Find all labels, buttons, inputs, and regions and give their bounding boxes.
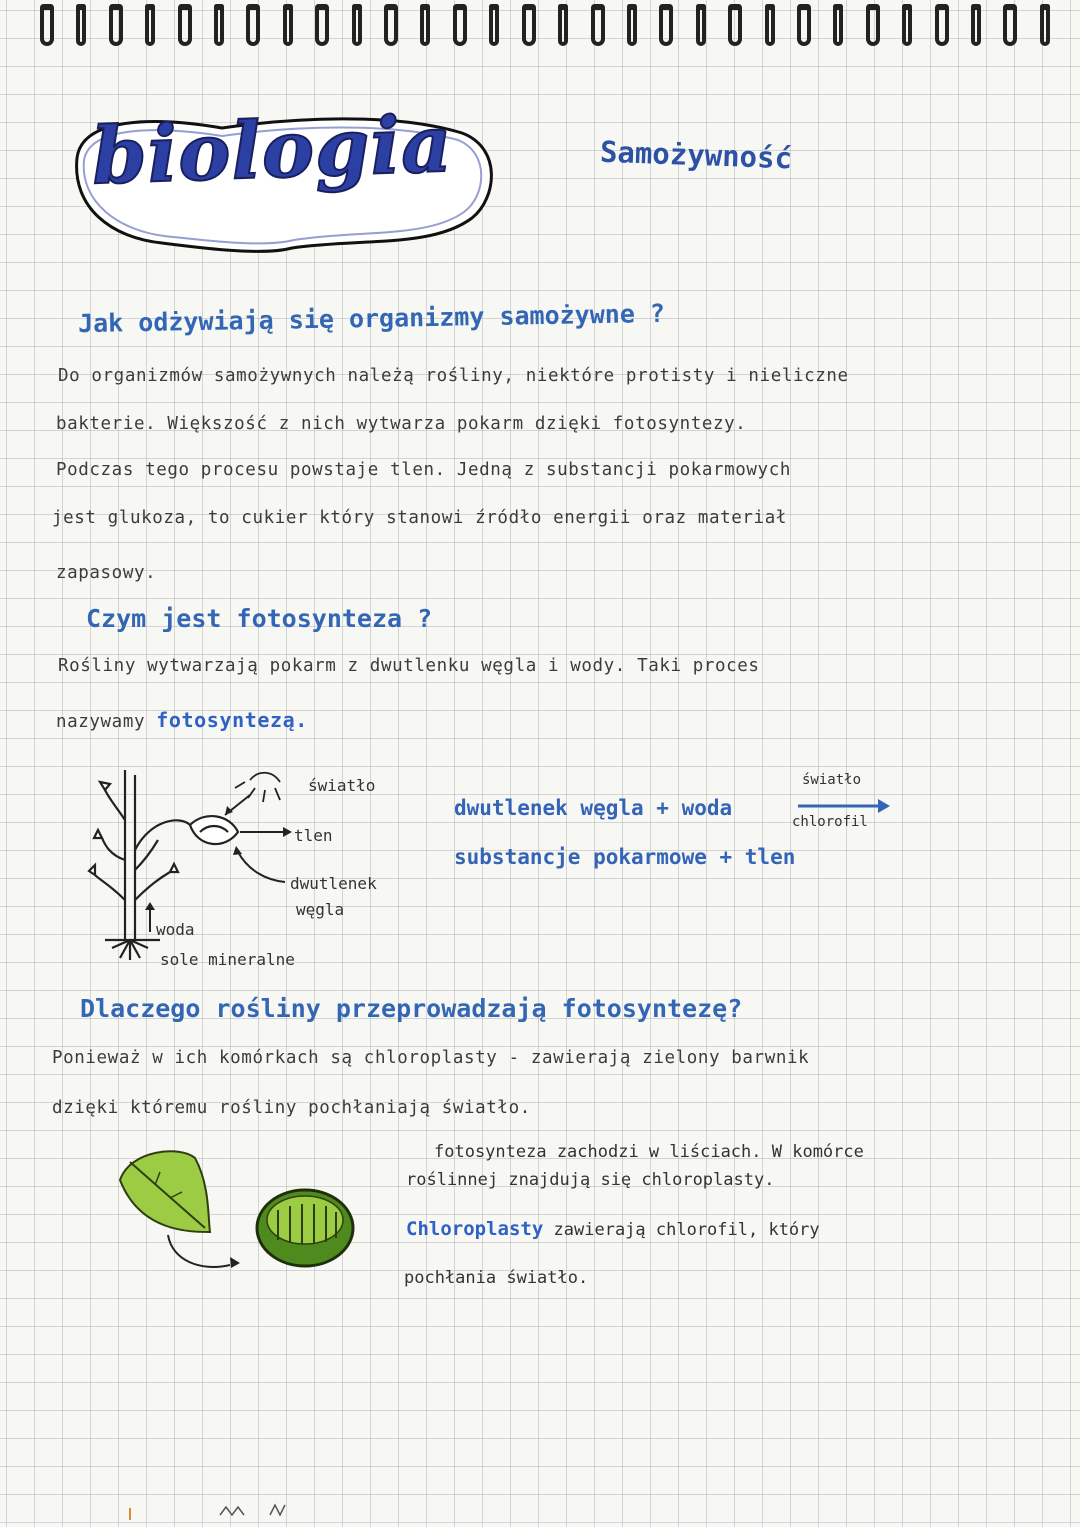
label-co2-line2: węgla xyxy=(296,900,345,919)
spiral-ring xyxy=(1003,4,1017,46)
spiral-ring xyxy=(145,4,155,46)
spiral-ring xyxy=(971,4,981,46)
section2-line-1: Rośliny wytwarzają pokarm z dwutlenku węgla i wody. Taki proces xyxy=(58,656,760,676)
photosynthesis-term: fotosyntezą. xyxy=(156,708,308,732)
spiral-ring xyxy=(178,4,192,46)
spiral-ring xyxy=(591,4,605,46)
spiral-ring xyxy=(109,4,123,46)
spiral-ring xyxy=(453,4,467,46)
co2-arrowhead xyxy=(233,846,242,855)
equation-below-arrow: chlorofil xyxy=(792,814,868,830)
spiral-ring xyxy=(797,4,811,46)
spiral-binding xyxy=(40,0,1050,50)
section1-line-2: bakterie. Większość z nich wytwarza pokarm dzięki fotosyntezy. xyxy=(56,414,747,434)
leaf-note-line-3-rest: zawierają chlorofil, który xyxy=(553,1220,820,1240)
leaf-note-line-1: fotosynteza zachodzi w liściach. W komórce xyxy=(434,1142,864,1162)
section3-line-2: dzięki któremu rośliny pochłaniają światło. xyxy=(52,1098,531,1118)
section1-line-3: Podczas tego procesu powstaje tlen. Jedną z substancji pokarmowych xyxy=(56,460,791,480)
section1-line-5: zapasowy. xyxy=(56,563,157,583)
section1-heading: Jak odżywiają się organizmy samożywne ? xyxy=(77,298,666,339)
spiral-ring xyxy=(558,4,568,46)
spiral-ring xyxy=(246,4,260,46)
section2-line-2-prefix: nazywamy xyxy=(56,712,146,732)
oxygen-arrowhead xyxy=(283,827,292,837)
spiral-ring xyxy=(214,4,224,46)
subject-title: biologia xyxy=(90,98,455,203)
equation-above-arrow: światło xyxy=(802,772,862,788)
bottom-marks xyxy=(100,1500,1000,1520)
section3-line-1: Ponieważ w ich komórkach są chloroplasty - zawierają zielony barwnik xyxy=(52,1048,810,1068)
spiral-ring xyxy=(522,4,536,46)
label-co2-line1: dwutlenek xyxy=(290,874,377,893)
spiral-ring xyxy=(659,4,673,46)
chloroplast-icon xyxy=(257,1190,353,1266)
co2-arrow xyxy=(238,852,285,882)
leaf-icon xyxy=(120,1151,210,1232)
section3-heading: Dlaczego rośliny przeprowadzają fotosyntezę? xyxy=(80,994,743,1023)
leaf-to-cell-arrow xyxy=(168,1235,230,1267)
spiral-ring xyxy=(76,4,86,46)
leaf-note-line-4: pochłania światło. xyxy=(404,1268,589,1288)
spiral-ring xyxy=(765,4,775,46)
label-water: woda xyxy=(156,920,195,939)
equation-right: substancje pokarmowe + tlen xyxy=(454,845,796,869)
leaf-note-line-2: roślinnej znajdują się chloroplasty. xyxy=(406,1170,775,1190)
spiral-ring xyxy=(315,4,329,46)
label-oxygen: tlen xyxy=(294,826,333,845)
water-arrowhead xyxy=(145,902,155,910)
leaf-note-line-3 xyxy=(406,1218,820,1240)
equation-left: dwutlenek węgla + woda xyxy=(454,796,733,820)
topic-title: Samożywność xyxy=(599,134,793,176)
spiral-ring xyxy=(40,4,54,46)
spiral-ring xyxy=(728,4,742,46)
section1-line-4: jest glukoza, to cukier który stanowi źródło energii oraz materiał xyxy=(52,508,787,528)
leaf-chloroplast-diagram xyxy=(100,1140,380,1290)
sun-icon xyxy=(235,773,280,802)
label-light: światło xyxy=(308,776,376,795)
spiral-ring xyxy=(866,4,880,46)
spiral-ring xyxy=(420,4,430,46)
section2-line-2 xyxy=(56,708,308,732)
spiral-ring xyxy=(352,4,362,46)
spiral-ring xyxy=(489,4,499,46)
spiral-ring xyxy=(935,4,949,46)
spiral-ring xyxy=(696,4,706,46)
spiral-ring xyxy=(384,4,398,46)
chloroplasts-term: Chloroplasty xyxy=(406,1218,544,1240)
spiral-ring xyxy=(283,4,293,46)
equation-arrow xyxy=(796,798,892,814)
spiral-ring xyxy=(902,4,912,46)
leaf-to-cell-arrowhead xyxy=(230,1257,240,1268)
label-minerals: sole mineralne xyxy=(160,950,295,969)
section2-heading: Czym jest fotosynteza ? xyxy=(86,604,433,633)
spiral-ring xyxy=(627,4,637,46)
section1-line-1: Do organizmów samożywnych należą rośliny, niektóre protisty i nieliczne xyxy=(58,366,849,386)
spiral-ring xyxy=(1040,4,1050,46)
spiral-ring xyxy=(833,4,843,46)
